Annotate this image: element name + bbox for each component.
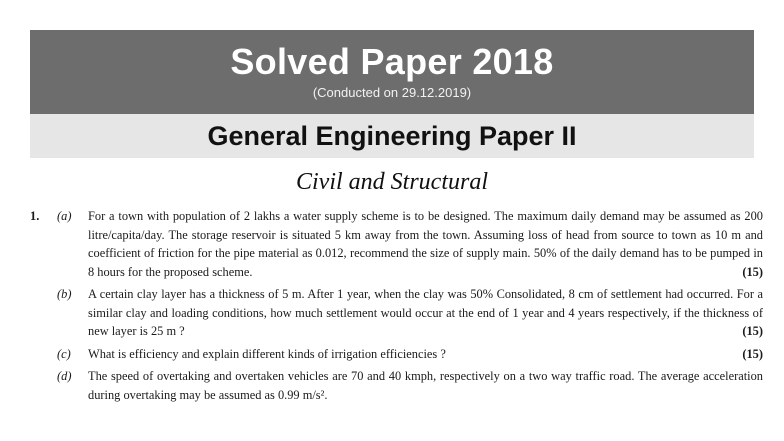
part-label: (b): [57, 287, 72, 301]
subject-band: [30, 114, 754, 158]
question-part-d: [30, 367, 765, 404]
part-text: [88, 207, 765, 281]
part-body: The speed of overtaking and overtaken vehicles are 70 and 40 kmph, respectively on a two way traffic road. The average acceleration during overtaking may be assumed as 0.99 m/s².: [88, 369, 763, 402]
paper-title: Solved Paper 2018: [230, 41, 554, 82]
part-text: [88, 285, 765, 341]
part-label: (c): [57, 346, 71, 361]
marks: (15): [742, 346, 763, 361]
question-part-c: [30, 345, 765, 364]
subject-title: General Engineering Paper II: [207, 121, 577, 151]
marks: (15): [742, 264, 763, 279]
part-body: A certain clay layer has a thickness of 5 m. After 1 year, when the clay was 50% Consolidated, 8 cm of settlement had occurred. For a similar clay and loading conditions, how much settlement would occur at the end of 1 year and 4 years respectively, if the thickness of new layer is 25 m ?: [88, 287, 763, 338]
marks: (15): [742, 324, 763, 338]
part-body: For a town with population of 2 lakhs a water supply scheme is to be designed. The maximum daily demand may be assumed as 200 litre/capita/day. The storage reservoir is situated 5 km away from the town. Assuming loss of head from source to town as 10 m and coefficient of friction for the pipe material as 0.012, recommend the size of supply main. 50% of the daily demand has to be pumped in 8 hours for the proposed scheme.: [88, 209, 763, 279]
conducted-date: (Conducted on 29.12.2019): [312, 85, 472, 100]
paper-title-banner: [30, 30, 754, 114]
question-part-a: [30, 207, 765, 281]
part-text: [88, 345, 765, 364]
question-list: [30, 207, 765, 408]
question-number: 1.: [30, 209, 40, 223]
part-text: [88, 367, 765, 404]
question-part-b: [30, 285, 765, 341]
part-body: What is efficiency and explain different kinds of irrigation efficiencies ?: [88, 346, 446, 361]
part-label: (d): [57, 369, 72, 383]
section-title: Civil and Structural: [296, 169, 488, 195]
part-label: (a): [57, 209, 72, 223]
